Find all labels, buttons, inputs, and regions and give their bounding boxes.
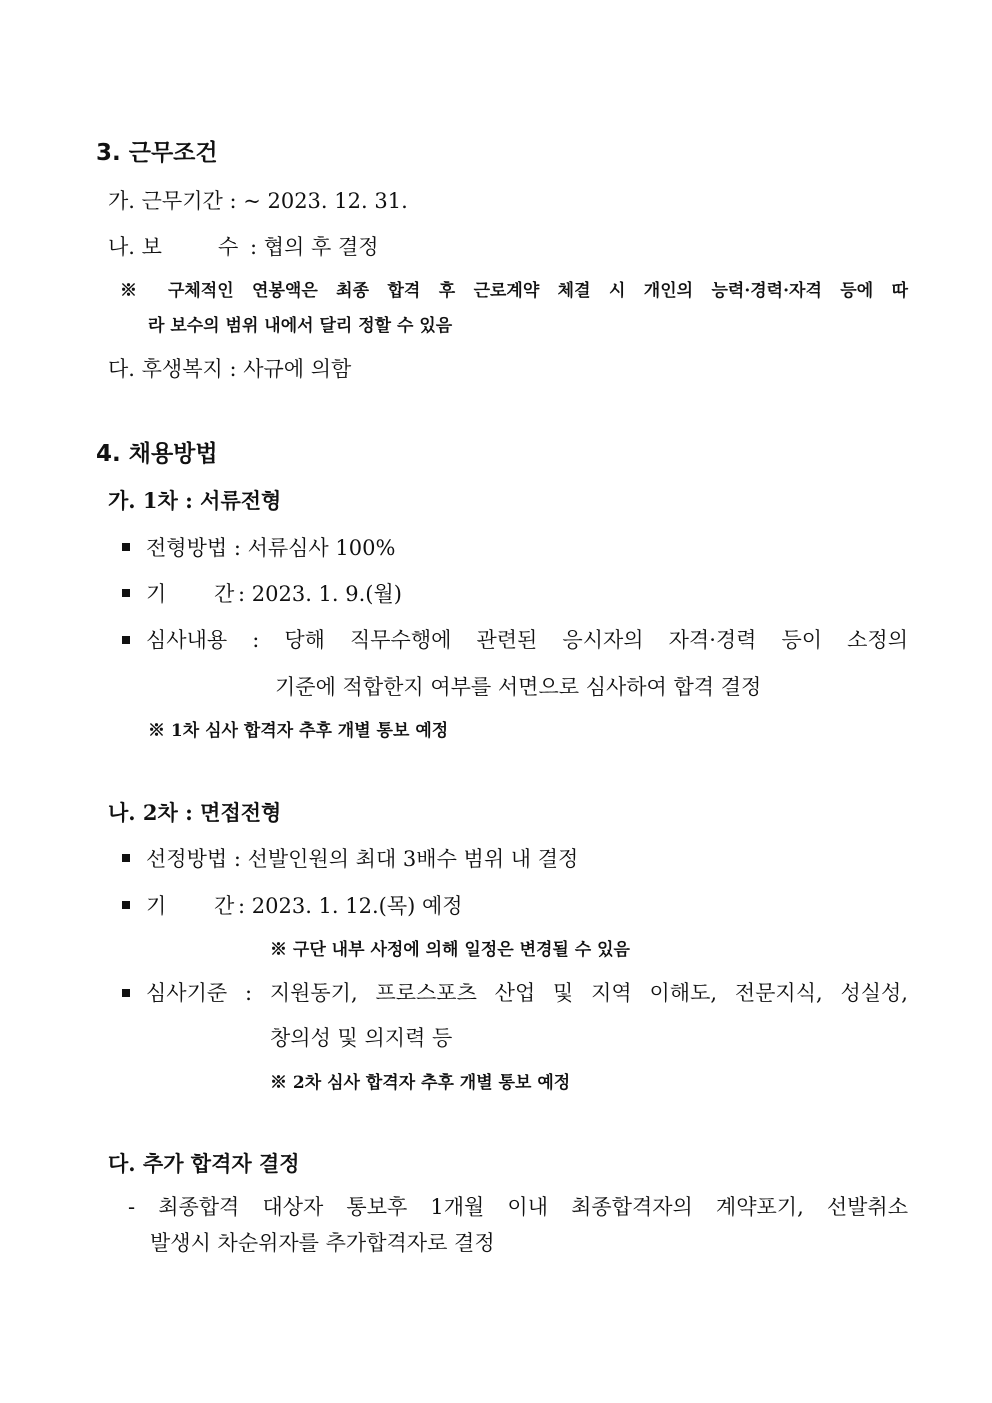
stage2-criteria-line2: 창의성 및 의지력 등 (270, 1026, 453, 1050)
pay-value: : 협의 후 결정 (250, 235, 379, 259)
stage1-method-text: 전형방법 : 서류심사 100% (146, 536, 396, 560)
stage1-review-line1: 심사내용 : 당해 직무수행에 관련된 응시자의 자격·경력 등이 소정의 (146, 628, 908, 652)
pay-row (108, 234, 379, 260)
stage1-period-label-a: 기 (146, 582, 167, 606)
stage2-criteria (122, 980, 908, 1006)
section4-title: 4. 채용방법 (96, 441, 218, 467)
stage1-review (122, 627, 908, 653)
additional-title: 다. 추가 합격자 결정 (108, 1151, 300, 1176)
stage2-title: 나. 2차 : 면접전형 (108, 800, 282, 825)
stage2-method (122, 846, 578, 872)
stage1-period-label-b: 간 (214, 582, 235, 606)
work-period: 가. 근무기간 : ~ 2023. 12. 31. (108, 189, 408, 213)
stage1-note: ※ 1차 심사 합격자 추후 개별 통보 예정 (148, 721, 449, 741)
additional-line2: 발생시 차순위자를 추가합격자로 결정 (150, 1231, 495, 1255)
stage2-method-text: 선정방법 : 선발인원의 최대 3배수 범위 내 결정 (146, 847, 579, 871)
section3-title: 3. 근무조건 (96, 140, 218, 166)
stage1-period (122, 581, 402, 607)
stage2-period-label-a: 기 (146, 894, 167, 918)
pay-note-line2: 라 보수의 범위 내에서 달리 정할 수 있음 (148, 316, 453, 336)
stage1-method (122, 535, 395, 561)
stage2-note: ※ 2차 심사 합격자 추후 개별 통보 예정 (270, 1073, 571, 1093)
additional-line1: - 최종합격 대상자 통보후 1개월 이내 최종합격자의 계약포기, 선발취소 (128, 1195, 908, 1219)
bullet-icon (122, 901, 130, 909)
stage2-criteria-line1: 심사기준 : 지원동기, 프로스포츠 산업 및 지역 이해도, 전문지식, 성실성, (146, 981, 908, 1005)
stage1-review-line2: 기준에 적합한지 여부를 서면으로 심사하여 합격 결정 (275, 675, 762, 699)
stage2-period (122, 893, 463, 919)
stage2-period-label-b: 간 (214, 894, 235, 918)
bullet-icon (122, 543, 130, 551)
bullet-icon (122, 636, 130, 644)
stage1-title: 가. 1차 : 서류전형 (108, 488, 282, 513)
pay-label-a: 나. 보 (108, 235, 162, 259)
stage1-period-value: : 2023. 1. 9.(월) (238, 582, 402, 606)
pay-label-b: 수 (218, 235, 239, 259)
welfare: 다. 후생복지 : 사규에 의함 (108, 357, 352, 381)
stage2-schedule-note: ※ 구단 내부 사정에 의해 일정은 변경될 수 있음 (270, 940, 630, 960)
stage2-period-value: : 2023. 1. 12.(목) 예정 (238, 894, 463, 918)
bullet-icon (122, 989, 130, 997)
bullet-icon (122, 589, 130, 597)
bullet-icon (122, 854, 130, 862)
pay-note-line1: ※ 구체적인 연봉액은 최종 합격 후 근로계약 체결 시 개인의 능력·경력·자격 등에 따 (120, 281, 908, 301)
